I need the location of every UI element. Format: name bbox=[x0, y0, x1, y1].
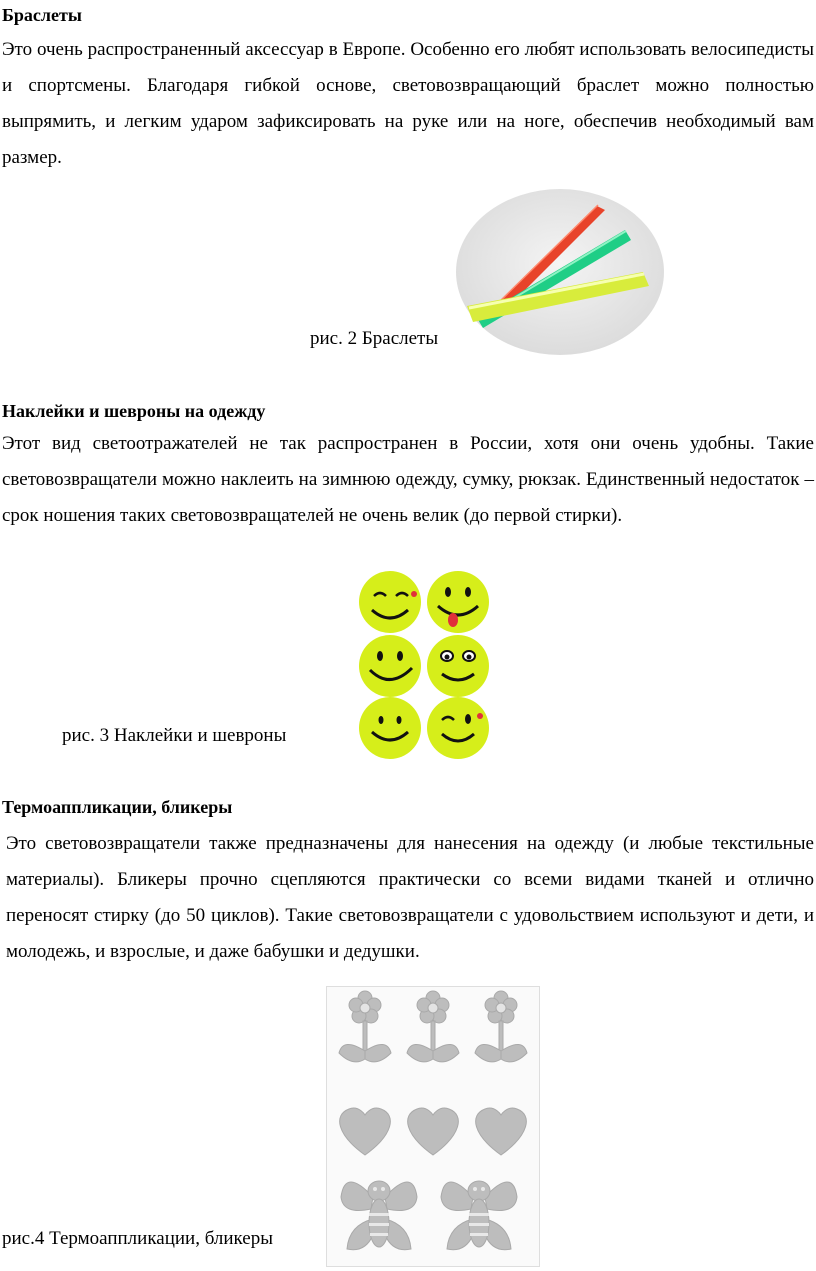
bracelets-figure bbox=[455, 188, 665, 356]
figure-caption-bracelets: рис. 2 Браслеты bbox=[310, 328, 439, 349]
heart-icon bbox=[340, 1108, 391, 1155]
smiley-icon bbox=[359, 697, 421, 759]
section-heading-stickers: Наклейки и шевроны на одежду bbox=[2, 401, 266, 421]
heart-icon bbox=[476, 1108, 527, 1155]
smiley-icon bbox=[427, 697, 489, 759]
section-heading-bracelets: Браслеты bbox=[2, 5, 82, 25]
appliques-figure bbox=[326, 986, 540, 1267]
section-heading-appliques: Термоаппликации, бликеры bbox=[2, 797, 233, 817]
smiley-icon bbox=[359, 571, 421, 633]
figure-caption-appliques: рис.4 Термоаппликации, бликеры bbox=[2, 1228, 274, 1249]
section-text-appliques: Это световозвращатели также предназначены для нанесения на одежду (и любые текстильные материалы). Бликеры прочно сцепляются практически со всеми видами тканей и отлично переносят стирку (до 50 циклов). Такие световозвращатели с удовольствием используют и дети, и молодежь, и взрослые, и даже бабушки и дедушки. bbox=[6, 833, 814, 962]
smiley-icon bbox=[427, 635, 489, 697]
bee-icon bbox=[341, 1181, 417, 1250]
stickers-figure bbox=[354, 568, 496, 764]
heart-icon bbox=[408, 1108, 459, 1155]
smiley-icon bbox=[427, 571, 489, 633]
smiley-icon bbox=[359, 635, 421, 697]
reflective-appliques-image bbox=[327, 987, 539, 1266]
smiley-stickers-image bbox=[354, 568, 496, 764]
section-text-bracelets: Это очень распространенный аксессуар в Европе. Особенно его любят использовать велосипедисты и спортсмены. Благодаря гибкой основе, световозвращающий браслет можно полностью выпрямить, и легким ударом зафиксировать на руке или на ноге, обеспечив необходимый вам размер. bbox=[2, 39, 814, 168]
figure-caption-stickers: рис. 3 Наклейки и шевроны bbox=[62, 725, 287, 746]
flower-icon bbox=[475, 991, 527, 1062]
section-text-stickers: Этот вид светоотражателей не так распространен в России, хотя они очень удобны. Такие световозвращатели можно наклеить на зимнюю одежду, сумку, рюкзак. Единственный недостаток – срок ношения таких световозвращателей не очень велик (до первой стирки). bbox=[2, 433, 814, 526]
flower-icon bbox=[407, 991, 459, 1062]
reflective-bracelets-image bbox=[455, 188, 665, 356]
bee-icon bbox=[441, 1181, 517, 1250]
flower-icon bbox=[339, 991, 391, 1062]
